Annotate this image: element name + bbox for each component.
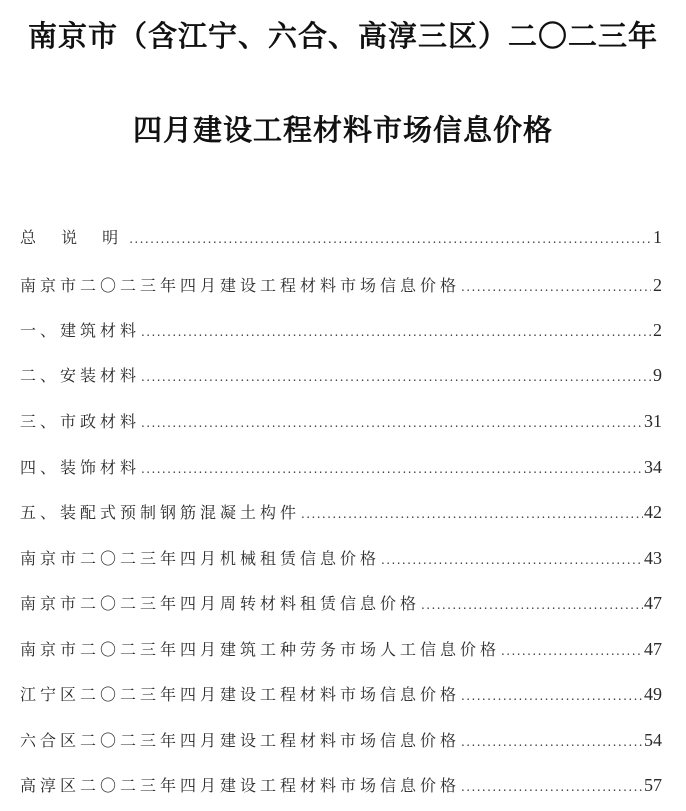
toc-entry-machinery-rental[interactable] [20,539,662,569]
toc-dot-leader [461,731,643,749]
toc-dot-leader [141,458,643,476]
toc-entry-page: 2 [653,275,662,295]
toc-dot-leader [141,366,651,384]
toc-entry-precast-concrete[interactable] [20,493,662,523]
toc-entry-label: 三、市政材料 [20,412,141,431]
toc-entry-page: 31 [644,411,662,431]
toc-entry-label: 南京市二〇二三年四月建筑工种劳务市场人工信息价格 [20,640,501,659]
toc-entry-page: 34 [644,457,662,477]
toc-dot-leader [141,412,643,430]
toc-entry-label: 二、安装材料 [20,366,141,385]
toc-entry-turnover-materials-rental[interactable] [20,584,662,614]
toc-dot-leader [141,321,651,339]
toc-entry-labor-prices[interactable] [20,630,662,660]
toc-entry-label: 六合区二〇二三年四月建设工程材料市场信息价格 [20,731,461,750]
toc-entry-label: 南京市二〇二三年四月周转材料租赁信息价格 [20,594,421,613]
toc-entry-page: 43 [644,548,662,568]
toc-entry-jiangning[interactable] [20,675,662,705]
toc-entry-label: 总 说 明 [20,228,129,247]
toc-entry-page: 57 [644,775,662,795]
toc-entry-label: 江宁区二〇二三年四月建设工程材料市场信息价格 [20,685,461,704]
document-title-line-2: 四月建设工程材料市场信息价格 [132,113,553,147]
toc-entry-page: 47 [644,593,662,613]
toc-entry-general-notes[interactable] [20,218,662,248]
toc-entry-label: 高淳区二〇二三年四月建设工程材料市场信息价格 [20,776,461,795]
document-title-line-1: 南京市（含江宁、六合、高淳三区）二〇二三年 [27,19,658,53]
toc-dot-leader [301,503,643,521]
toc-entry-label: 南京市二〇二三年四月建设工程材料市场信息价格 [20,276,461,295]
toc-entry-building-materials[interactable] [20,311,662,341]
toc-dot-leader [461,685,643,703]
toc-dot-leader [501,640,643,658]
toc-entry-page: 49 [644,684,662,704]
toc-entry-municipal-materials[interactable] [20,402,662,432]
toc-entry-label: 五、装配式预制钢筋混凝土构件 [20,503,301,522]
toc-entry-page: 1 [653,227,662,247]
toc-entry-label: 南京市二〇二三年四月机械租赁信息价格 [20,549,381,568]
toc-entry-nanjing-materials[interactable] [20,266,662,296]
toc-dot-leader [421,594,643,612]
toc-entry-gaochun[interactable] [20,766,662,796]
toc-dot-leader [129,228,651,246]
toc-entry-page: 2 [653,320,662,340]
toc-entry-page: 42 [644,502,662,522]
toc-dot-leader [461,776,643,794]
toc-entry-page: 47 [644,639,662,659]
toc-entry-label: 一、建筑材料 [20,321,141,340]
toc-dot-leader [381,549,643,567]
toc-entry-installation-materials[interactable] [20,356,662,386]
toc-entry-page: 54 [644,730,662,750]
toc-entry-luhe[interactable] [20,721,662,751]
toc-entry-page: 9 [653,365,662,385]
toc-entry-label: 四、装饰材料 [20,458,141,477]
toc-dot-leader [461,276,651,294]
toc-entry-decoration-materials[interactable] [20,448,662,478]
